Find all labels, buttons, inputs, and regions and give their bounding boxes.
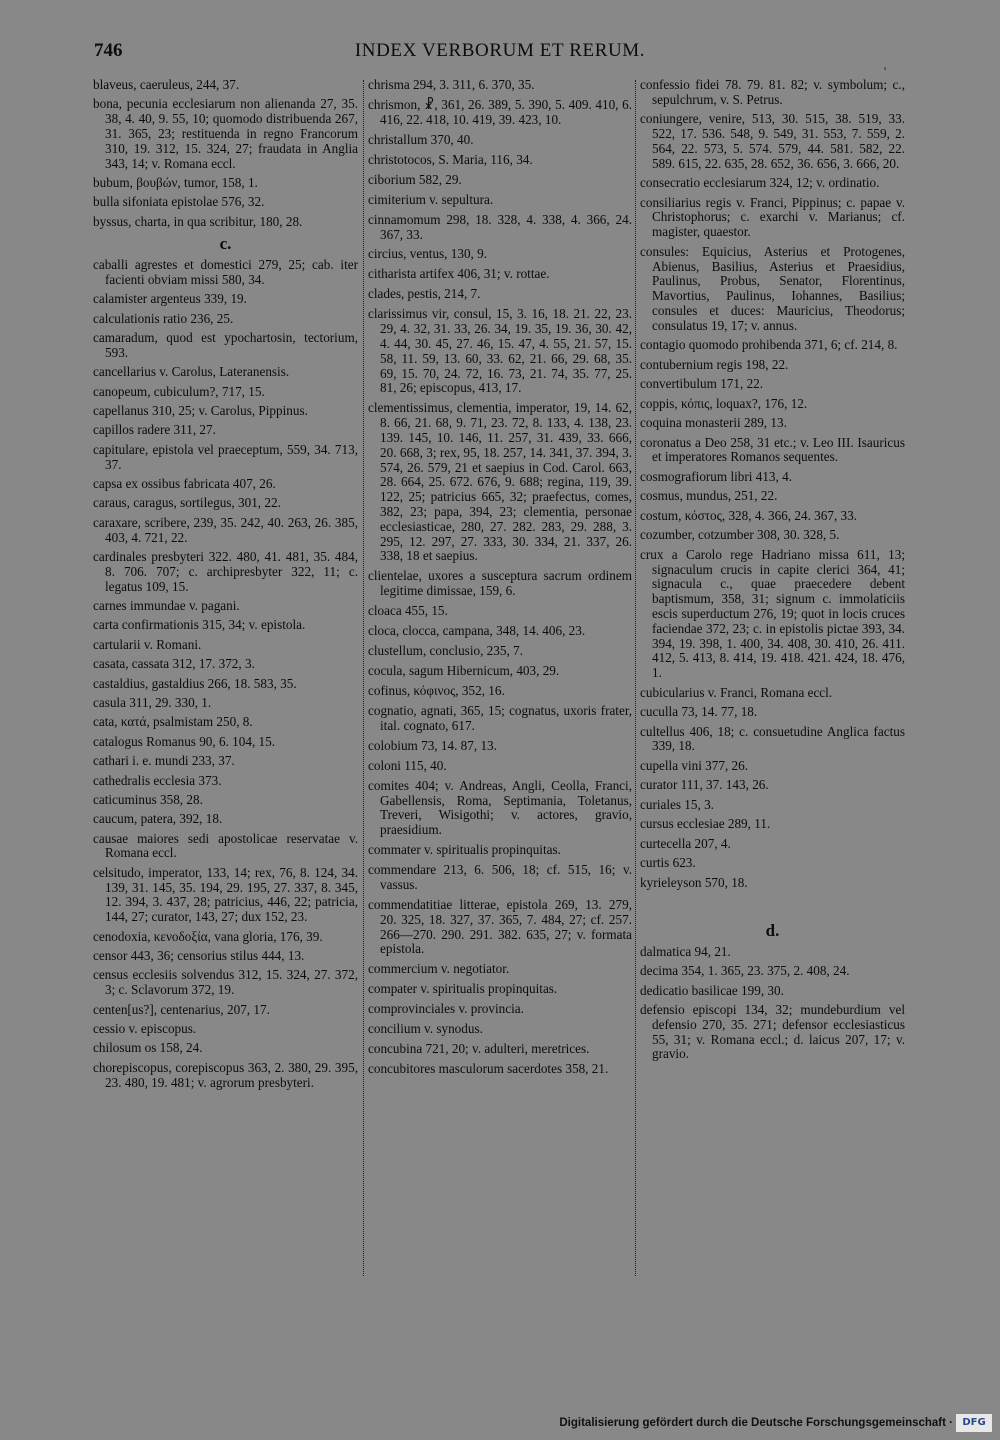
- index-entry: censor 443, 36; censorius stilus 444, 13.: [93, 948, 305, 964]
- index-entry: commendare 213, 6. 506, 18; cf. 515, 16; v. vassus.: [368, 862, 632, 892]
- index-column-left: [93, 78, 358, 1095]
- index-entry: cosmografiorum libri 413, 4.: [640, 468, 792, 484]
- index-entry: christallum 370, 40.: [368, 131, 474, 147]
- index-entry: calculationis ratio 236, 25.: [93, 310, 234, 326]
- index-entry: cloca, clocca, campana, 348, 14. 406, 23.: [368, 623, 586, 639]
- page-number: 746: [94, 40, 123, 61]
- index-entry: catalogus Romanus 90, 6. 104, 15.: [93, 733, 276, 749]
- index-entry: bubum, βουβών, tumor, 158, 1.: [93, 174, 258, 190]
- index-entry: carta confirmationis 315, 34; v. epistola.: [93, 617, 306, 633]
- index-entry: capillos radere 311, 27.: [93, 422, 216, 438]
- index-entry: coniungere, venire, 513, 30. 515, 38. 519, 33. 522, 17. 536. 548, 9. 549, 31. 553, 7. 559, 2. 564, 22. 573, 5. 574. 579, 44. 581. 582, 22. 589. 615, 22. 635, 28. 652, 36. 656, 3. 666, 20.: [640, 111, 905, 171]
- index-entry: colobium 73, 14. 87, 13.: [368, 737, 497, 753]
- index-entry: cathari i. e. mundi 233, 37.: [93, 753, 235, 769]
- index-entry: cimiterium v. sepultura.: [368, 191, 494, 207]
- running-title: INDEX VERBORUM ET RERUM.: [354, 40, 646, 61]
- index-entry: cancellarius v. Carolus, Lateranensis.: [93, 364, 290, 380]
- margin-mark: ': [884, 64, 887, 78]
- index-entry: contubernium regis 198, 22.: [640, 356, 789, 372]
- column-divider-left: [363, 80, 364, 1276]
- index-entry: carnes immundae v. pagani.: [93, 598, 240, 613]
- index-entry: canopeum, cubiculum?, 717, 15.: [93, 383, 265, 399]
- index-entry: commater v. spiritualis propinquitas.: [368, 842, 561, 858]
- index-entry: cartularii v. Romani.: [93, 636, 202, 652]
- index-entry: coloni 115, 40.: [368, 757, 447, 773]
- index-entry: causae maiores sedi apostolicae reservatae v. Romana eccl.: [93, 830, 358, 861]
- index-entry: chrismon, ☧, 361, 26. 389, 5. 390, 5. 409. 410, 6. 416, 22. 418, 10. 419, 39. 423, 10.: [368, 96, 632, 127]
- index-entry: concubitores masculorum sacerdotes 358, 21.: [368, 1061, 609, 1077]
- index-entry: curator 111, 37. 143, 26.: [640, 777, 769, 793]
- index-entry: citharista artifex 406, 31; v. rottae.: [368, 266, 550, 282]
- index-entry: chilosum os 158, 24.: [93, 1040, 203, 1056]
- section-letter: c.: [219, 234, 232, 254]
- index-entry: calamister argenteus 339, 19.: [93, 291, 247, 307]
- index-entry: commendatitiae litterae, epistola 269, 13. 279, 20. 325, 18. 327, 37. 365, 7. 484, 27; cf. 257. 266—270. 290. 291. 382. 635, 27; v. formata epistola.: [368, 896, 632, 957]
- index-entry: costum, κόστος, 328, 4. 366, 24. 367, 33.: [640, 507, 858, 523]
- index-entry: cathedralis ecclesia 373.: [93, 772, 222, 788]
- index-entry: cata, κατά, psalmistam 250, 8.: [93, 714, 253, 730]
- index-entry: curtis 623.: [640, 855, 696, 871]
- index-entry: cursus ecclesiae 289, 11.: [640, 816, 771, 832]
- index-entry: coppis, κόπις, loquax?, 176, 12.: [640, 395, 808, 411]
- index-entry: coronatus a Deo 258, 31 etc.; v. Leo III. Isauricus et imperatores Romanos sequentes.: [640, 434, 905, 465]
- index-entry: capitulare, epistola vel praeceptum, 559, 34. 713, 37.: [93, 441, 358, 472]
- index-entry: bulla sifoniata epistolae 576, 32.: [93, 194, 265, 210]
- index-entry: clades, pestis, 214, 7.: [368, 286, 481, 302]
- index-entry: comprovinciales v. provincia.: [368, 1001, 524, 1017]
- index-entry: curiales 15, 3.: [640, 796, 714, 812]
- index-entry: concilium v. synodus.: [368, 1021, 483, 1037]
- index-entry: clementissimus, clementia, imperator, 19, 14. 62, 8. 66, 21. 68, 9. 71, 23. 72, 8. 133, 4. 138, 23. 139. 145, 10. 146, 11. 257, 31. 439, 33. 666, 20. 668, 3; rex, 95, 18. 257, 14. 341, 37. 394, 3. 574, 26. 579, 21 et saepius in Cod. Carol. 663, 28. 664, 25. 672. 676, 9. 688; regina, 119, 39. 122, 25; patricius 665, 32; praefectus, comes, 382, 23; papa, 394, 23; clementia, personae ecclesiasticae, 280, 27. 282. 283, 29. 288, 3. 295, 12. 297, 27. 333, 30. 334, 21. 337, 26. 338, 18 et saepius.: [368, 400, 632, 564]
- index-entry: defensio episcopi 134, 32; mundeburdium vel defensio 270, 35. 271; defensor ecclesiasticus 55, 31; v. Romana eccl.; d. laicus 207, 17; v. gravio.: [640, 1002, 905, 1062]
- index-entry: clarissimus vir, consul, 15, 3. 16, 18. 21. 22, 23. 29, 4. 32, 31. 33, 26. 34, 19. 35, 19. 36, 30. 42, 4. 44, 30. 45, 27. 46, 15. 47, 4. 55, 21. 57, 15. 58, 11. 59, 13. 60, 33. 62, 21. 66, 29. 68, 35. 69, 15. 70, 24. 72, 16. 73, 21. 74, 35. 77, 25. 81, 26; episcopus, 413, 17.: [368, 306, 632, 396]
- section-letter: d.: [765, 920, 780, 940]
- index-entry: capsa ex ossibus fabricata 407, 26.: [93, 476, 276, 492]
- index-entry: contagio quomodo prohibenda 371, 6; cf. 214, 8.: [640, 337, 898, 353]
- index-entry: curtecella 207, 4.: [640, 835, 731, 851]
- index-entry: casula 311, 29. 330, 1.: [93, 694, 212, 710]
- index-column-middle: [368, 78, 632, 1082]
- index-entry: castaldius, gastaldius 266, 18. 583, 35.: [93, 675, 297, 691]
- index-entry: capellanus 310, 25; v. Carolus, Pippinus.: [93, 403, 308, 419]
- index-entry: caticuminus 358, 28.: [93, 791, 203, 807]
- index-entry: cosmus, mundus, 251, 22.: [640, 488, 778, 504]
- index-entry: caballi agrestes et domestici 279, 25; cab. iter facienti obviam missi 580, 34.: [93, 257, 358, 287]
- index-entry: camaradum, quod est ypochartosin, tectorium, 593.: [93, 330, 358, 360]
- index-entry: celsitudo, imperator, 133, 14; rex, 76, 8. 124, 34. 139, 31. 145, 35. 194, 29. 195, 27. 337, 8. 345, 12. 394, 3. 437, 28; patricius, 446, 22; patricia, 144, 27; curator, 143, 27; dux 152, 23.: [93, 864, 358, 925]
- index-entry: consiliarius regis v. Franci, Pippinus; c. papae v. Christophorus; c. exarchi v. Marianus; cf. magister, quaestor.: [640, 194, 905, 240]
- index-entry: cultellus 406, 18; c. consuetudine Anglica factus 339, 18.: [640, 723, 905, 754]
- index-entry: chorepiscopus, corepiscopus 363, 2. 380, 29. 395, 23. 480, 19. 481; v. agrorum presbyteri.: [93, 1059, 358, 1090]
- index-entry: cinnamomum 298, 18. 328, 4. 338, 4. 366, 24. 367, 33.: [368, 211, 632, 242]
- index-entry: cardinales presbyteri 322. 480, 41. 481, 35. 484, 8. 706. 707; c. archipresbyter 322, 11; c. legatus 109, 15.: [93, 549, 358, 594]
- index-entry: consules: Equicius, Asterius et Protogenes, Abienus, Basilius, Asterius et Praesidius, Paulinus, Probus, Senator, Florentinus, Mavortius, Paulinus, Iohannes, Basilius; consules et duces: Mauricius, Theodorus; consulatus 19, 17; v. annus.: [640, 243, 905, 333]
- index-entry: caraxare, scribere, 239, 35. 242, 40. 263, 26. 385, 403, 4. 721, 22.: [93, 514, 358, 545]
- index-entry: comites 404; v. Andreas, Angli, Ceolla, Franci, Gabellensis, Roma, Septimania, Toletanus, Treveri, Wisigothi; v. actores, gravio, praesidium.: [368, 777, 632, 838]
- index-entry: cupella vini 377, 26.: [640, 757, 749, 773]
- index-entry: cubicularius v. Franci, Romana eccl.: [640, 684, 833, 700]
- page-header: [94, 40, 906, 68]
- index-entry: bona, pecunia ecclesiarum non alienanda 27, 35. 38, 4. 40, 9. 55, 10; quomodo distribuenda 267, 31. 365, 23; restituenda in regno Francorum 310, 19. 312, 15. 324, 27; fraudata in Anglia 343, 14; v. Romana eccl.: [93, 96, 358, 171]
- index-entry: byssus, charta, in qua scribitur, 180, 28.: [93, 213, 303, 229]
- index-entry: blaveus, caeruleus, 244, 37.: [93, 77, 240, 92]
- index-entry: cuculla 73, 14. 77, 18.: [640, 704, 758, 720]
- column-divider-right: [635, 80, 636, 1276]
- index-entry: clustellum, conclusio, 235, 7.: [368, 643, 523, 659]
- index-entry: consecratio ecclesiarum 324, 12; v. ordinatio.: [640, 175, 880, 191]
- index-column-right: [640, 78, 905, 1067]
- index-entry: christotocos, S. Maria, 116, 34.: [368, 151, 533, 167]
- index-entry: census ecclesiis solvendus 312, 15. 324, 27. 372, 3; c. Sclavorum 372, 19.: [93, 967, 358, 998]
- index-entry: cognatio, agnati, 365, 15; cognatus, uxoris frater, ital. cognato, 617.: [368, 703, 632, 733]
- index-entry: circius, ventus, 130, 9.: [368, 246, 488, 262]
- index-entry: centen[us?], centenarius, 207, 17.: [93, 1001, 270, 1017]
- index-entry: clientelae, uxores a susceptura sacrum ordinem legitime dimissae, 159, 6.: [368, 568, 632, 599]
- index-entry: kyrieleyson 570, 18.: [640, 874, 748, 890]
- index-entry: ciborium 582, 29.: [368, 171, 462, 187]
- index-entry: convertibulum 171, 22.: [640, 376, 764, 392]
- index-entry: caraus, caragus, sortilegus, 301, 22.: [93, 495, 281, 511]
- index-entry: cloaca 455, 15.: [368, 603, 448, 619]
- index-entry: compater v. spiritualis propinquitas.: [368, 981, 558, 997]
- index-entry: cessio v. episcopus.: [93, 1021, 197, 1037]
- index-entry: crux a Carolo rege Hadriano missa 611, 13; signaculum crucis in capite clerici 364, 41; signacula c., quae praecedere debent baptismum, 358, 31; signum c. immolaticiis escis superductum 276, 19; quot in locis cruces faciendae 372, 23; c. in epistolis pictae 393, 34. 394, 19. 398, 1. 400, 34. 408, 30. 410, 26. 411. 412, 5. 413, 8. 414, 19. 418. 421. 424, 18. 476, 1.: [640, 546, 905, 681]
- funding-notice: Digitalisierung gefördert durch die Deutsche Forschungsgemeinschaft ·: [559, 1417, 953, 1429]
- index-entry: chrisma 294, 3. 311, 6. 370, 35.: [368, 77, 535, 92]
- index-entry: confessio fidei 78. 79. 81. 82; v. symbolum; c., sepulchrum, v. S. Petrus.: [640, 77, 905, 107]
- index-entry: cozumber, cotzumber 308, 30. 328, 5.: [640, 527, 840, 543]
- index-entry: casata, cassata 312, 17. 372, 3.: [93, 656, 255, 672]
- index-entry: concubina 721, 20; v. adulteri, meretrices.: [368, 1041, 590, 1057]
- index-entry: coquina monasterii 289, 13.: [640, 415, 787, 431]
- index-entry: cofinus, κόφινος, 352, 16.: [368, 683, 505, 699]
- index-entry: cocula, sagum Hibernicum, 403, 29.: [368, 663, 560, 679]
- index-entry: commercium v. negotiator.: [368, 961, 510, 977]
- index-entry: dedicatio basilicae 199, 30.: [640, 982, 784, 998]
- index-entry: caucum, patera, 392, 18.: [93, 811, 223, 827]
- index-entry: decima 354, 1. 365, 23. 375, 2. 408, 24.: [640, 963, 850, 979]
- index-entry: dalmatica 94, 21.: [640, 943, 731, 959]
- index-entry: cenodoxia, κενοδοξία, vana gloria, 176, 39.: [93, 928, 323, 944]
- dfg-logo: DFG: [956, 1414, 992, 1432]
